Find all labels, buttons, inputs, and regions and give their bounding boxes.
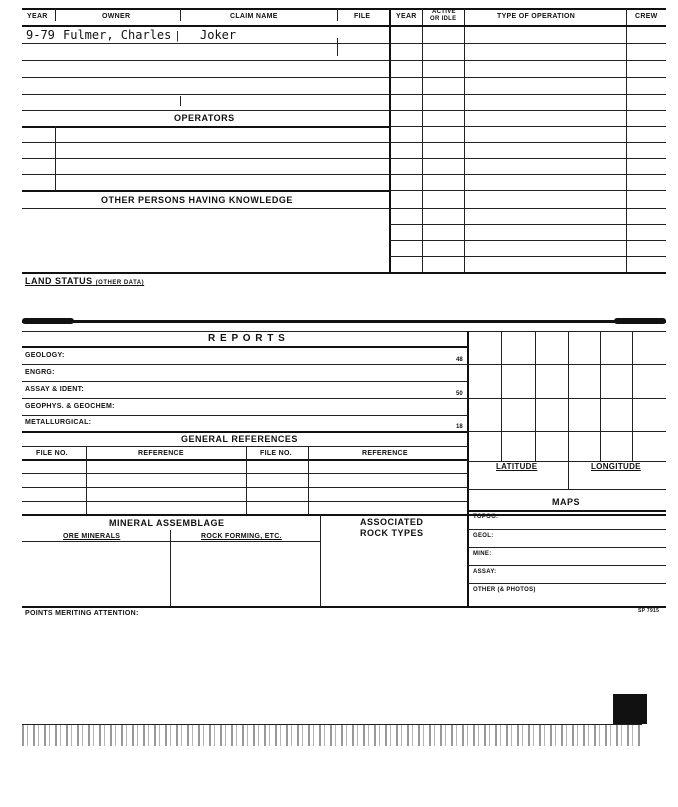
- claim-file-divider: [337, 38, 338, 56]
- refs-row-line: [22, 501, 468, 502]
- grid-col: [600, 331, 601, 461]
- bottom-scan-line: [22, 724, 642, 725]
- header-divider: [337, 8, 338, 21]
- right-row: [390, 256, 666, 257]
- refs-col-divider: [246, 446, 247, 514]
- right-row: [390, 224, 666, 225]
- operators-line: [22, 126, 390, 128]
- report-row-num: 50: [456, 391, 463, 397]
- maps-row-line: [468, 547, 666, 548]
- other-persons-title: OTHER PERSONS HAVING KNOWLEDGE: [101, 195, 293, 205]
- right-row: [390, 142, 666, 143]
- form-number: SP 7915: [638, 608, 660, 614]
- maps-item: TOPOG:: [473, 514, 499, 520]
- header-divider: [422, 8, 423, 273]
- row-line: [22, 142, 390, 143]
- latitude-label: LATITUDE: [496, 462, 538, 471]
- row-line: [22, 43, 390, 44]
- right-row: [390, 208, 666, 209]
- right-row: [390, 77, 666, 78]
- mineral-bottom-line: [22, 606, 666, 608]
- row-line: [22, 190, 390, 192]
- header-divider: [464, 8, 465, 273]
- maps-row-line: [468, 583, 666, 584]
- report-row-label: ASSAY & IDENT:: [25, 386, 85, 393]
- grid-row: [468, 398, 666, 399]
- center-divider: [389, 8, 391, 273]
- lat-long-bottom: [468, 489, 666, 490]
- refs-header-line: [22, 459, 468, 461]
- report-row-line: [22, 431, 468, 433]
- row-line: [22, 174, 390, 175]
- refs-col-reference: REFERENCE: [138, 450, 184, 457]
- report-row-num: 48: [456, 357, 463, 363]
- refs-row-line: [22, 487, 468, 488]
- header-or-idle: OR IDLE: [430, 16, 457, 22]
- owner-tick: [180, 96, 181, 106]
- right-row: [390, 60, 666, 61]
- report-row-line: [22, 381, 468, 382]
- maps-title-line: [468, 510, 666, 512]
- longitude-label: LONGITUDE: [591, 462, 641, 471]
- header-active: ACTIVE: [432, 9, 456, 15]
- maps-item: MINE:: [473, 551, 492, 557]
- header-crew: CREW: [635, 13, 658, 20]
- report-row-line: [22, 415, 468, 416]
- operators-divider: [55, 126, 56, 190]
- maps-row-line: [468, 529, 666, 530]
- refs-col-file-no-2: FILE NO.: [260, 450, 292, 457]
- general-refs-title: GENERAL REFERENCES: [181, 434, 298, 444]
- right-row: [390, 43, 666, 44]
- row-line: [22, 77, 390, 78]
- points-meriting-attention: POINTS MERITING ATTENTION:: [25, 610, 139, 617]
- heavy-separator: [22, 320, 666, 323]
- header-claim-name: CLAIM NAME: [230, 13, 278, 20]
- reports-top: [22, 331, 666, 332]
- row-line: [22, 158, 390, 159]
- right-row: [390, 240, 666, 241]
- other-persons-line: [22, 208, 390, 209]
- header-divider: [55, 8, 56, 21]
- grid-col: [501, 331, 502, 461]
- report-row-label: METALLURGICAL:: [25, 419, 92, 426]
- operators-title: OPERATORS: [174, 113, 235, 123]
- header-divider: [626, 8, 627, 273]
- ore-minerals-label: ORE MINERALS: [63, 533, 121, 540]
- header-year-right: YEAR: [396, 13, 417, 20]
- refs-col-reference-2: REFERENCE: [362, 450, 408, 457]
- header-year: YEAR: [27, 13, 48, 20]
- mineral-col-divider: [170, 530, 171, 606]
- refs-col-divider: [86, 446, 87, 514]
- row-line: [22, 94, 390, 95]
- grid-col: [535, 331, 536, 461]
- report-row-label: GEOPHYS. & GEOCHEM:: [25, 403, 115, 410]
- maps-item: ASSAY:: [473, 569, 497, 575]
- maps-title: MAPS: [552, 497, 581, 507]
- refs-col-file-no: FILE NO.: [36, 450, 68, 457]
- reports-title-line: [22, 346, 468, 348]
- report-row-label: ENGRG:: [25, 369, 55, 376]
- row-line: [22, 60, 390, 61]
- entry-year: 9-79: [26, 28, 55, 42]
- maps-item: GEOL:: [473, 533, 494, 539]
- header-divider: [180, 8, 181, 21]
- header-file: FILE: [354, 13, 371, 20]
- row-line: [22, 110, 390, 111]
- maps-row-line: [468, 565, 666, 566]
- report-row-label: GEOLOGY:: [25, 352, 65, 359]
- refs-bottom-line: [22, 514, 666, 516]
- bottom-black-block: [613, 694, 647, 724]
- top-border: [22, 8, 666, 10]
- report-row-line: [22, 398, 468, 399]
- entry-owner: Fulmer, Charles: [63, 28, 172, 42]
- right-row: [390, 190, 666, 191]
- right-row: [390, 174, 666, 175]
- left-block-bottom: [22, 272, 666, 274]
- lat-long-divider: [568, 461, 569, 489]
- grid-col: [568, 331, 569, 461]
- rock-types-label: ROCK TYPES: [360, 528, 424, 538]
- right-row: [390, 126, 666, 127]
- mineral-title: MINERAL ASSEMBLAGE: [109, 518, 225, 528]
- grid-col: [632, 331, 633, 461]
- reports-title: R E P O R T S: [208, 333, 286, 344]
- refs-row-line: [22, 473, 468, 474]
- grid-row: [468, 364, 666, 365]
- land-status-title: [25, 277, 144, 286]
- grid-row: [468, 431, 666, 432]
- mineral-header-line: [22, 541, 320, 542]
- rock-forming-label: ROCK FORMING, ETC.: [201, 533, 282, 540]
- land-status-sub: (OTHER DATA): [95, 280, 145, 286]
- report-row-num: 18: [456, 424, 463, 430]
- row-line: [22, 25, 666, 27]
- maps-item: OTHER (& PHOTOS): [473, 587, 536, 593]
- bottom-scan-smudge: [22, 724, 642, 746]
- entry-separator: |: [176, 30, 179, 42]
- header-type-of-operation: TYPE OF OPERATION: [497, 13, 576, 20]
- right-row: [390, 110, 666, 111]
- refs-col-divider: [308, 446, 309, 514]
- mineral-assoc-divider: [320, 514, 321, 606]
- report-row-line: [22, 364, 468, 365]
- land-status-label: LAND STATUS: [25, 276, 93, 286]
- refs-title-line: [22, 446, 468, 447]
- right-row: [390, 158, 666, 159]
- header-owner: OWNER: [102, 13, 131, 20]
- associated-label: ASSOCIATED: [360, 517, 424, 527]
- separator-blob-right: [614, 318, 666, 324]
- right-row: [390, 94, 666, 95]
- separator-blob-left: [22, 318, 74, 324]
- entry-claim: Joker: [200, 28, 237, 42]
